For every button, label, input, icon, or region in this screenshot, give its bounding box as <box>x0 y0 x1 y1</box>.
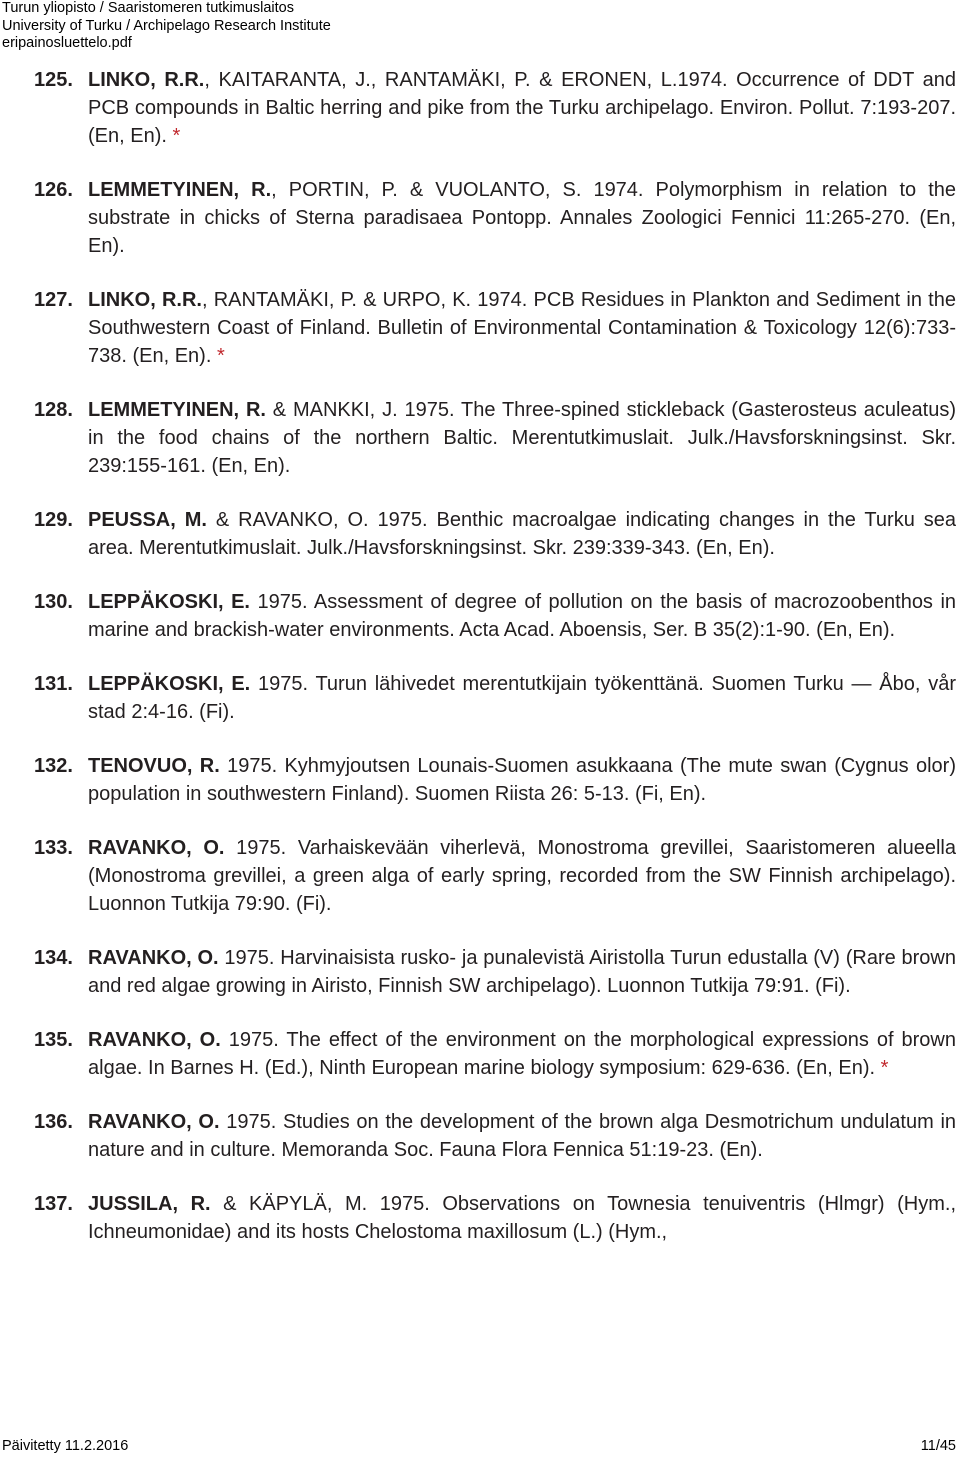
entry-author: RAVANKO, O. <box>88 837 225 859</box>
entry-citation: & RAVANKO, O. 1975. Benthic macroalgae indicating changes in the Turku sea area. Merentutkimuslait. Julk./Havsforskningsinst. Skr. 239:339-343. (En, En). <box>88 509 956 559</box>
entry-number: 130. <box>34 591 73 613</box>
entry-citation: & MANKKI, J. 1975. The Three-spined stickleback (Gasterosteus aculeatus) in the food chains of the northern Baltic. Merentutkimuslait. Julk./Havsforskningsinst. Skr. 239:155-161. (En, En). <box>88 399 957 477</box>
page-footer <box>2 1437 956 1455</box>
entry-author: LEPPÄKOSKI, E. <box>88 673 251 695</box>
entry-number: 134. <box>34 947 73 969</box>
entry-number: 137. <box>34 1193 73 1215</box>
entry-author: LEMMETYINEN, R. <box>88 399 266 421</box>
header-filename: eripainosluettelo.pdf <box>2 35 132 51</box>
header-institution-fi: Turun yliopisto / Saaristomeren tutkimuslaitos <box>2 0 294 16</box>
entry-author: LEMMETYINEN, R. <box>88 179 272 201</box>
reference-entry <box>0 670 960 726</box>
entry-citation: , KAITARANTA, J., RANTAMÄKI, P. & ERONEN, L.1974. Occurrence of DDT and PCB compounds in Baltic herring and pike from the Turku archipelago. Environ. Pollut. 7:193-207. (En, En). <box>88 69 956 147</box>
entry-author: PEUSSA, M. <box>88 509 207 531</box>
entry-text <box>88 176 956 260</box>
header-institution-en: University of Turku / Archipelago Research Institute <box>2 17 331 34</box>
entry-text <box>88 66 956 150</box>
entry-text <box>88 1190 956 1246</box>
entry-number: 125. <box>34 69 73 91</box>
entry-text <box>88 1026 956 1082</box>
entry-number: 126. <box>34 179 73 201</box>
entry-citation: , RANTAMÄKI, P. & URPO, K. 1974. PCB Residues in Plankton and Sediment in the Southwestern Coast of Finland. Bulletin of Environmental Contamination & Toxicology 12(6):733-738. (En, En). <box>88 289 956 367</box>
entry-text <box>88 752 956 808</box>
entry-citation: 1975. Turun lähivedet merentutkijain työkenttänä. Suomen Turku — Åbo, vår stad 2:4-16. (Fi). <box>88 673 956 723</box>
entry-citation: & KÄPYLÄ, M. 1975. Observations on Townesia tenuiventris (Hlmgr) (Hym., Ichneumonidae) and its hosts Chelostoma maxillosum (L.) (Hym., <box>88 1193 956 1243</box>
entry-star-marker: * <box>216 345 225 367</box>
page-header <box>2 0 331 53</box>
entry-number: 131. <box>34 673 73 695</box>
footer-page-number: 11/45 <box>920 1438 956 1454</box>
entry-author: TENOVUO, R. <box>88 755 220 777</box>
reference-entry <box>0 944 960 1000</box>
entry-author: RAVANKO, O. <box>88 1111 220 1133</box>
entry-number: 127. <box>34 289 73 311</box>
entry-text <box>88 396 956 480</box>
entry-author: LEPPÄKOSKI, E. <box>88 591 250 613</box>
entry-number: 128. <box>34 399 73 421</box>
entry-text <box>88 506 956 562</box>
entry-number: 136. <box>34 1111 73 1133</box>
entry-star-marker: * <box>880 1057 889 1079</box>
reference-entry <box>0 588 960 644</box>
entry-author: RAVANKO, O. <box>88 947 219 969</box>
entry-number: 129. <box>34 509 73 531</box>
reference-entry <box>0 506 960 562</box>
reference-entry <box>0 176 960 260</box>
entry-star-marker: * <box>172 125 181 147</box>
entry-number: 135. <box>34 1029 73 1051</box>
entry-citation: 1975. Varhaiskevään viherlevä, Monostroma grevillei, Saaristomeren alueella (Monostroma grevillei, a green alga of early spring, recorded from the SW Finnish archipelago). Luonnon Tutkija 79:90. (Fi). <box>88 837 956 915</box>
reference-entry <box>0 1108 960 1164</box>
reference-entry <box>0 752 960 808</box>
entry-author: LINKO, R.R. <box>88 69 205 91</box>
entry-text <box>88 944 956 1000</box>
entry-text <box>88 286 956 370</box>
reference-entry <box>0 1190 960 1246</box>
entry-author: RAVANKO, O. <box>88 1029 221 1051</box>
entry-text <box>88 834 956 918</box>
entry-text <box>88 1108 956 1164</box>
reference-entry <box>0 286 960 370</box>
reference-entry <box>0 396 960 480</box>
entry-citation: 1975. Studies on the development of the brown alga Desmotrichum undulatum in nature and in culture. Memoranda Soc. Fauna Flora Fennica 51:19-23. (En). <box>88 1111 957 1161</box>
reference-entry <box>0 834 960 918</box>
entry-citation: 1975. Assessment of degree of pollution on the basis of macrozoobenthos in marine and brackish-water environments. Acta Acad. Aboensis, Ser. B 35(2):1-90. (En, En). <box>88 591 957 641</box>
entry-text <box>88 588 956 644</box>
entry-text <box>88 670 956 726</box>
entry-citation: 1975. Kyhmyjoutsen Lounais-Suomen asukkaana (The mute swan (Cygnus olor) population in southwestern Finland). Suomen Riista 26: 5-13. (Fi, En). <box>88 755 956 805</box>
reference-list <box>0 66 960 1246</box>
entry-citation: , PORTIN, P. & VUOLANTO, S. 1974. Polymorphism in relation to the substrate in chicks of Sterna paradisaea Pontopp. Annales Zoologici Fennici 11:265-270. (En, En). <box>88 179 957 257</box>
entry-citation: 1975. The effect of the environment on the morphological expressions of brown algae. In Barnes H. (Ed.), Ninth European marine biology symposium: 629-636. (En, En). <box>88 1029 956 1079</box>
entry-author: JUSSILA, R. <box>88 1193 211 1215</box>
entry-author: LINKO, R.R. <box>88 289 202 311</box>
footer-updated-date: Päivitetty 11.2.2016 <box>2 1438 129 1454</box>
reference-entry <box>0 66 960 150</box>
reference-entry <box>0 1026 960 1082</box>
entry-number: 132. <box>34 755 73 777</box>
entry-citation: 1975. Harvinaisista rusko- ja punalevistä Airistolla Turun edustalla (V) (Rare brown and red algae growing in Airisto, Finnish SW archipelago). Luonnon Tutkija 79:91. (Fi). <box>88 947 956 997</box>
entry-number: 133. <box>34 837 73 859</box>
